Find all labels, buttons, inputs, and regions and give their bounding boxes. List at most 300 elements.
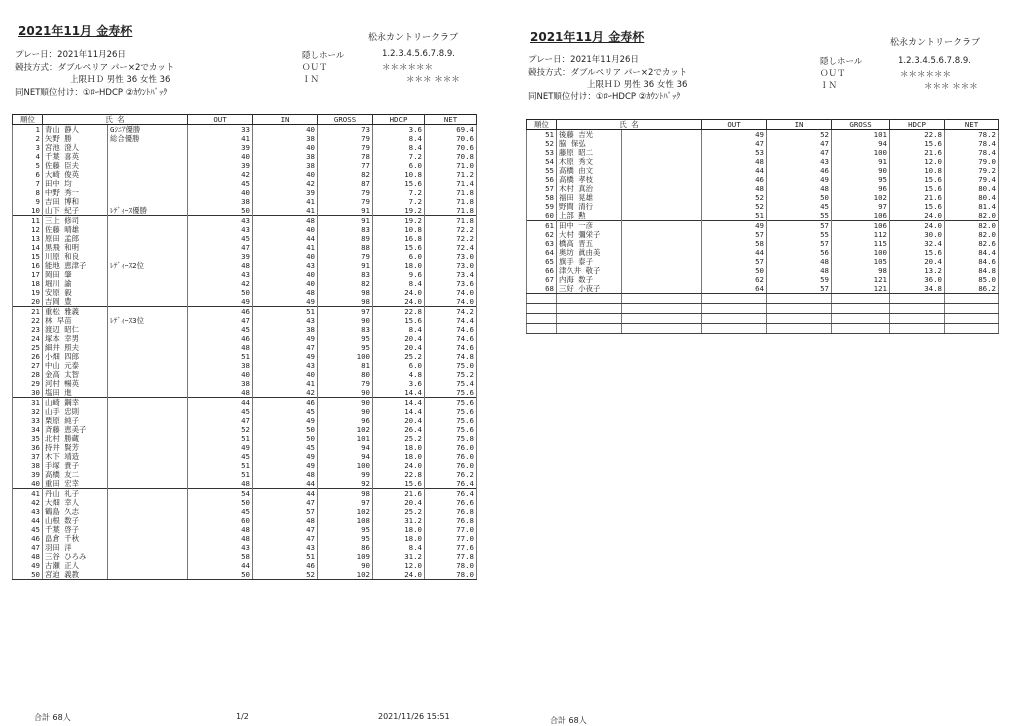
table-row (527, 284, 999, 294)
table-row (13, 370, 477, 379)
gross-cell: 79 (318, 188, 373, 197)
gross-cell: 86 (318, 543, 373, 552)
table-row (527, 202, 999, 211)
note-cell (108, 216, 188, 226)
rank-cell: 49 (13, 561, 43, 570)
rank-cell: 29 (13, 379, 43, 388)
in-cell: 44 (253, 489, 318, 499)
in-cell: 44 (253, 479, 318, 489)
col-hdcp: HDCP (373, 115, 425, 125)
name-cell: 三上 修司 (43, 216, 108, 226)
note-cell: ﾚﾃﾞｨｰｽ優勝 (108, 206, 188, 216)
out-cell: 52 (702, 202, 767, 211)
rank-cell: 47 (13, 543, 43, 552)
table-row (527, 257, 999, 266)
name-cell: 安原 毅 (43, 288, 108, 297)
empty-cell (622, 314, 702, 324)
gross-cell: 100 (832, 148, 890, 157)
rank-cell: 6 (13, 170, 43, 179)
out-cell: 51 (188, 434, 253, 443)
hidden-holes-list: 1.2.3.4.5.6.7.8.9. (898, 56, 971, 66)
out-cell: 44 (188, 561, 253, 570)
empty-cell (767, 324, 832, 334)
hdcp-cell: 8.4 (373, 134, 425, 143)
empty-cell (702, 294, 767, 304)
table-row (13, 534, 477, 543)
gross-cell: 87 (318, 179, 373, 188)
hidden-holes-label: 隠しホール (820, 57, 863, 67)
results-table (526, 119, 999, 334)
table-row (13, 170, 477, 179)
note-cell (108, 197, 188, 206)
rank-cell: 17 (13, 270, 43, 279)
gross-cell: 90 (318, 407, 373, 416)
out-cell: 57 (702, 257, 767, 266)
note-cell (108, 170, 188, 179)
rank-cell: 23 (13, 325, 43, 334)
out-cell: 51 (188, 470, 253, 479)
empty-group (527, 294, 999, 304)
net-cell: 74.6 (425, 334, 477, 343)
in-cell: 50 (253, 425, 318, 434)
out-cell: 48 (188, 388, 253, 398)
in-hidden-marks: ＊＊＊ ＊＊＊ (924, 82, 978, 92)
rank-cell: 11 (13, 216, 43, 226)
name-cell: 堀川 諭 (43, 279, 108, 288)
table-row (13, 334, 477, 343)
net-cell: 70.6 (425, 143, 477, 152)
gross-cell: 79 (318, 134, 373, 143)
rank-cell: 42 (13, 498, 43, 507)
in-cell: 52 (253, 570, 318, 580)
in-cell: 49 (767, 175, 832, 184)
note-cell: 総合優勝 (108, 134, 188, 143)
name-cell: 塚本 幸男 (43, 334, 108, 343)
name-cell: 高橋 友二 (43, 470, 108, 479)
out-cell: 52 (188, 425, 253, 434)
net-cell: 71.8 (425, 197, 477, 206)
note-cell (108, 425, 188, 434)
hdcp-cell: 4.8 (373, 370, 425, 379)
gross-cell: 98 (832, 266, 890, 275)
out-cell: 43 (188, 270, 253, 279)
hdcp-cell: 25.2 (373, 507, 425, 516)
name-cell: 木下 靖造 (43, 452, 108, 461)
net-cell: 71.4 (425, 179, 477, 188)
table-row (13, 125, 477, 135)
in-cell: 49 (253, 352, 318, 361)
empty-cell (527, 304, 557, 314)
name-cell: 渡辺 昭仁 (43, 325, 108, 334)
note-cell: ﾚﾃﾞｨｰｽ2位 (108, 261, 188, 270)
in-cell: 43 (767, 157, 832, 166)
hdcp-cell: 22.8 (890, 130, 945, 140)
rank-cell: 51 (527, 130, 557, 140)
name-cell: 大崎 俊英 (43, 170, 108, 179)
competition-format: 競技方式：ダブルペリア パー×2でカット (528, 68, 688, 78)
net-cell: 74.6 (425, 343, 477, 352)
out-cell: 40 (188, 188, 253, 197)
out-cell: 43 (188, 225, 253, 234)
in-cell: 46 (767, 166, 832, 175)
hdcp-cell: 8.4 (373, 543, 425, 552)
net-cell: 75.2 (425, 370, 477, 379)
table-row (527, 211, 999, 221)
net-cell: 73.0 (425, 252, 477, 261)
gross-cell: 98 (318, 297, 373, 307)
rank-cell: 60 (527, 211, 557, 221)
name-cell: 金高 太智 (43, 370, 108, 379)
net-cell: 84.4 (945, 248, 999, 257)
gross-cell: 106 (832, 221, 890, 231)
note-cell (108, 343, 188, 352)
name-cell: 野間 清行 (557, 202, 622, 211)
gross-cell: 90 (318, 561, 373, 570)
net-cell: 75.8 (425, 434, 477, 443)
in-cell: 38 (253, 152, 318, 161)
rank-cell: 22 (13, 316, 43, 325)
in-cell: 43 (253, 261, 318, 270)
in-cell: 59 (767, 275, 832, 284)
name-cell: 細井 照夫 (43, 343, 108, 352)
empty-cell (767, 304, 832, 314)
table-row (13, 507, 477, 516)
gross-cell: 121 (832, 275, 890, 284)
out-label: ＯＵＴ (302, 63, 328, 73)
gross-cell: 94 (318, 443, 373, 452)
rank-cell: 65 (527, 257, 557, 266)
note-cell (108, 489, 188, 499)
rank-cell: 36 (13, 443, 43, 452)
gross-cell: 112 (832, 230, 890, 239)
in-cell: 48 (767, 184, 832, 193)
out-cell: 45 (188, 507, 253, 516)
net-cell: 75.6 (425, 388, 477, 398)
net-cell: 72.2 (425, 234, 477, 243)
in-cell: 55 (767, 211, 832, 221)
name-cell: 羽田 洋 (43, 543, 108, 552)
rank-cell: 68 (527, 284, 557, 294)
note-cell (108, 479, 188, 489)
out-cell: 33 (188, 125, 253, 135)
name-cell: 高橋 孝枝 (557, 175, 622, 184)
in-cell: 57 (767, 239, 832, 248)
name-cell: 宮迫 義教 (43, 570, 108, 580)
net-cell: 76.8 (425, 516, 477, 525)
rank-cell: 24 (13, 334, 43, 343)
out-cell: 42 (188, 170, 253, 179)
out-cell: 57 (702, 230, 767, 239)
rank-cell: 2 (13, 134, 43, 143)
table-row (13, 316, 477, 325)
col-gross: GROSS (318, 115, 373, 125)
in-cell: 48 (253, 288, 318, 297)
gross-cell: 95 (318, 534, 373, 543)
note-cell (108, 288, 188, 297)
hdcp-cell: 21.6 (373, 489, 425, 499)
table-row (527, 184, 999, 193)
hdcp-cell: 24.0 (890, 221, 945, 231)
empty-group (527, 324, 999, 334)
out-cell: 51 (188, 352, 253, 361)
out-cell: 38 (188, 197, 253, 206)
out-cell: 41 (188, 134, 253, 143)
name-cell: 内海 数子 (557, 275, 622, 284)
name-cell: 千葉 啓子 (43, 525, 108, 534)
rank-cell: 44 (13, 516, 43, 525)
net-cell: 76.8 (425, 507, 477, 516)
empty-cell (527, 314, 557, 324)
in-cell: 40 (253, 170, 318, 179)
name-cell: 山崎 鋼幸 (43, 398, 108, 408)
gross-cell: 100 (318, 461, 373, 470)
hdcp-cell: 18.0 (373, 261, 425, 270)
empty-cell (702, 304, 767, 314)
gross-cell: 101 (318, 434, 373, 443)
rank-cell: 33 (13, 416, 43, 425)
name-cell: 福田 晃雄 (557, 193, 622, 202)
rank-cell: 63 (527, 239, 557, 248)
table-row (13, 361, 477, 370)
out-cell: 52 (702, 193, 767, 202)
net-cell: 79.0 (945, 157, 999, 166)
name-cell: 宮池 澄人 (43, 143, 108, 152)
name-cell: 大村 彌栄子 (557, 230, 622, 239)
hdcp-cell: 3.6 (373, 379, 425, 388)
note-cell (108, 461, 188, 470)
gross-cell: 77 (318, 161, 373, 170)
hdcp-cell: 7.2 (373, 188, 425, 197)
table-row (13, 443, 477, 452)
table-row (13, 252, 477, 261)
hdcp-cell: 9.6 (373, 270, 425, 279)
table-row (527, 239, 999, 248)
in-cell: 44 (253, 234, 318, 243)
table-row (527, 221, 999, 231)
name-cell: 山根 数子 (43, 516, 108, 525)
rank-cell: 20 (13, 297, 43, 307)
hdcp-cell: 20.4 (890, 257, 945, 266)
gross-cell: 89 (318, 234, 373, 243)
gross-cell: 80 (318, 370, 373, 379)
note-cell (622, 175, 702, 184)
in-cell: 43 (253, 316, 318, 325)
note-cell (622, 275, 702, 284)
gross-cell: 90 (318, 316, 373, 325)
out-cell: 50 (188, 206, 253, 216)
table-row (13, 279, 477, 288)
name-cell: 吉田 博和 (43, 197, 108, 206)
in-cell: 47 (253, 534, 318, 543)
net-cell: 74.2 (425, 307, 477, 317)
name-cell: 後藤 吉光 (557, 130, 622, 140)
hdcp-cell: 8.4 (373, 279, 425, 288)
in-cell: 51 (253, 307, 318, 317)
rank-cell: 55 (527, 166, 557, 175)
rank-cell: 37 (13, 452, 43, 461)
in-cell: 43 (253, 361, 318, 370)
empty-cell (622, 304, 702, 314)
hdcp-cell: 36.0 (890, 275, 945, 284)
name-cell: 重松 雅義 (43, 307, 108, 317)
hdcp-cell: 18.0 (373, 534, 425, 543)
out-cell: 49 (702, 130, 767, 140)
table-row (13, 561, 477, 570)
note-cell (108, 188, 188, 197)
rank-cell: 7 (13, 179, 43, 188)
hdcp-cell: 22.8 (373, 470, 425, 479)
out-cell: 43 (188, 216, 253, 226)
in-cell: 41 (253, 206, 318, 216)
hdcp-cell: 14.4 (373, 407, 425, 416)
in-cell: 51 (253, 552, 318, 561)
rank-cell: 12 (13, 225, 43, 234)
net-cell: 84.6 (945, 257, 999, 266)
gross-cell: 102 (318, 570, 373, 580)
in-cell: 41 (253, 243, 318, 252)
rank-cell: 58 (527, 193, 557, 202)
in-cell: 48 (767, 266, 832, 275)
note-cell (108, 361, 188, 370)
net-cell: 74.0 (425, 297, 477, 307)
empty-cell (890, 314, 945, 324)
col-out: OUT (188, 115, 253, 125)
note-cell (622, 166, 702, 175)
note-cell: ﾚﾃﾞｨｰｽ3位 (108, 316, 188, 325)
gross-cell: 95 (832, 175, 890, 184)
name-cell: 栗原 純子 (43, 416, 108, 425)
out-cell: 48 (702, 184, 767, 193)
table-row (13, 152, 477, 161)
gross-cell: 81 (318, 361, 373, 370)
name-cell: 原田 孟郎 (43, 234, 108, 243)
empty-cell (945, 324, 999, 334)
in-cell: 49 (253, 297, 318, 307)
net-cell: 85.0 (945, 275, 999, 284)
hdcp-cell: 18.0 (373, 443, 425, 452)
rank-cell: 46 (13, 534, 43, 543)
table-row (13, 398, 477, 408)
name-cell: 高橋 由文 (557, 166, 622, 175)
out-cell: 47 (188, 316, 253, 325)
play-date: プレー日：2021年11月26日 (528, 55, 639, 65)
hdcp-cell: 15.6 (890, 139, 945, 148)
table-row (13, 525, 477, 534)
empty-cell (832, 314, 890, 324)
hdcp-cell: 15.6 (373, 243, 425, 252)
note-cell (108, 525, 188, 534)
rank-cell: 5 (13, 161, 43, 170)
play-date: プレー日：2021年11月26日 (15, 50, 126, 60)
net-cell: 75.6 (425, 407, 477, 416)
note-cell (108, 452, 188, 461)
table-row (13, 498, 477, 507)
empty-cell (890, 324, 945, 334)
net-cell: 75.4 (425, 379, 477, 388)
hdcp-cell: 31.2 (373, 552, 425, 561)
out-cell: 46 (188, 334, 253, 343)
rank-cell: 8 (13, 188, 43, 197)
net-cell: 71.8 (425, 188, 477, 197)
table-row (13, 516, 477, 525)
hdcp-cell: 32.4 (890, 239, 945, 248)
rank-cell: 19 (13, 288, 43, 297)
gross-cell: 101 (832, 130, 890, 140)
out-cell: 42 (188, 279, 253, 288)
net-cell: 73.6 (425, 279, 477, 288)
hdcp-cell: 16.8 (373, 234, 425, 243)
hdcp-cell: 25.2 (373, 352, 425, 361)
note-cell (108, 161, 188, 170)
out-cell: 46 (702, 175, 767, 184)
empty-cell (832, 304, 890, 314)
rank-cell: 3 (13, 143, 43, 152)
in-cell: 56 (767, 248, 832, 257)
out-cell: 39 (188, 161, 253, 170)
hdcp-cell: 20.4 (373, 498, 425, 507)
hdcp-cell: 6.0 (373, 161, 425, 170)
hdcp-cell: 10.8 (890, 166, 945, 175)
gross-cell: 79 (318, 197, 373, 206)
rank-cell: 61 (527, 221, 557, 231)
gross-cell: 100 (832, 248, 890, 257)
handicap-limit: 上限ＨＤ 男性 36 女性 36 (70, 75, 171, 85)
rank-cell: 50 (13, 570, 43, 580)
empty-cell (557, 304, 622, 314)
table-row (13, 297, 477, 307)
hdcp-cell: 7.2 (373, 197, 425, 206)
out-hidden-marks: ＊＊＊＊＊＊ (382, 63, 434, 73)
empty-cell (527, 324, 557, 334)
rank-cell: 26 (13, 352, 43, 361)
table-row (13, 143, 477, 152)
gross-cell: 102 (318, 425, 373, 434)
gross-cell: 91 (318, 216, 373, 226)
table-row (13, 288, 477, 297)
net-cell: 86.2 (945, 284, 999, 294)
gross-cell: 95 (318, 334, 373, 343)
note-cell (108, 152, 188, 161)
table-row (527, 148, 999, 157)
note-cell (108, 279, 188, 288)
table-row (13, 461, 477, 470)
out-cell: 39 (188, 143, 253, 152)
net-cell: 77.6 (425, 543, 477, 552)
hdcp-cell: 8.4 (373, 325, 425, 334)
table-row (527, 275, 999, 284)
in-cell: 52 (767, 130, 832, 140)
net-cell: 71.8 (425, 206, 477, 216)
net-cell: 81.4 (945, 202, 999, 211)
table-row (13, 552, 477, 561)
net-cell: 82.0 (945, 221, 999, 231)
name-cell: 旗手 泰子 (557, 257, 622, 266)
note-cell (108, 334, 188, 343)
out-cell: 47 (188, 243, 253, 252)
note-cell (622, 230, 702, 239)
hdcp-cell: 14.4 (373, 398, 425, 408)
club-name: 松永カントリークラブ (890, 38, 981, 48)
in-cell: 40 (253, 279, 318, 288)
table-row (13, 479, 477, 489)
note-cell (108, 179, 188, 188)
gross-cell: 82 (318, 170, 373, 179)
table-row (13, 197, 477, 206)
note-cell (108, 252, 188, 261)
col-name: 氏 名 (557, 120, 702, 130)
note-cell (622, 266, 702, 275)
note-cell (622, 193, 702, 202)
